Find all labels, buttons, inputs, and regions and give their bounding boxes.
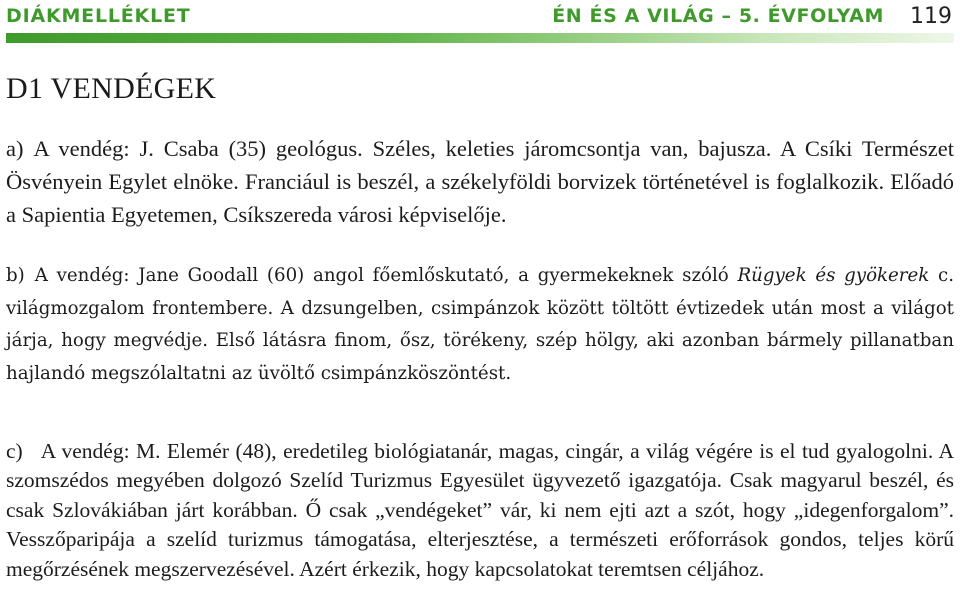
- header-book-title: ÉN ÉS A VILÁG – 5. ÉVFOLYAM: [552, 5, 884, 27]
- guest-text-c: A vendég: M. Elemér (48), eredetileg biológiatanár, magas, cingár, a világ végére is el tud gyalogolni. A szomszédos megyében dolgozó Szelíd Turizmus Egyesület ügyvezető igazgatója. Csak magyarul beszél, és csak Szlovákiában járt korábban. Ő csak „vendégeket” vár, ki nem ejti azt a szót, hogy „idegenforgalom”. Vesszőparipája a szelíd turizmus támogatása, elterjesztése, a természeti erőforrások gondos, teljes körű megőrzésének megszervezésével. Azért érkezik, hogy kapcsolatokat teremtsen céljához.: [6, 439, 954, 581]
- page-number: 119: [910, 3, 952, 29]
- item-label-b: b): [6, 265, 25, 286]
- item-label-c: c): [6, 439, 23, 463]
- guest-paragraph-c: [6, 437, 954, 584]
- guest-text-b-end: c. világmozgalom frontembere. A dzsungelben, csimpánzok között töltött évtizedek után most a világot járja, hogy megvédje. Első látásra finom, ősz, törékeny, szép hölgy, aki azonban bármely pillanatban hajlandó megszólaltatni az üvöltő csimpánzköszöntést.: [6, 265, 954, 384]
- guest-text-b-italic-title: Rügyek és gyökerek: [737, 265, 930, 286]
- item-label-a: a): [6, 136, 24, 161]
- running-header: [6, 2, 952, 30]
- guest-paragraph-b: [6, 260, 954, 390]
- guest-text-a: A vendég: J. Csaba (35) geológus. Széles, keleties járomcsontja van, bajusza. A Csíki Természet Ösvényein Egylet elnöke. Franciául is beszél, a székelyföldi borvizek történetével is foglalkozik. Előadó a Sapientia Egyetemen, Csíkszereda városi képviselője.: [6, 136, 954, 227]
- page-title: D1 VENDÉGEK: [6, 72, 217, 105]
- guest-text-b-start: A vendég: Jane Goodall (60) angol főemlőskutató, a gyermekeknek szóló: [34, 265, 738, 286]
- guest-paragraph-a: [6, 132, 954, 231]
- header-green-rule: [6, 33, 954, 43]
- header-section-title: DIÁKMELLÉKLET: [6, 5, 191, 27]
